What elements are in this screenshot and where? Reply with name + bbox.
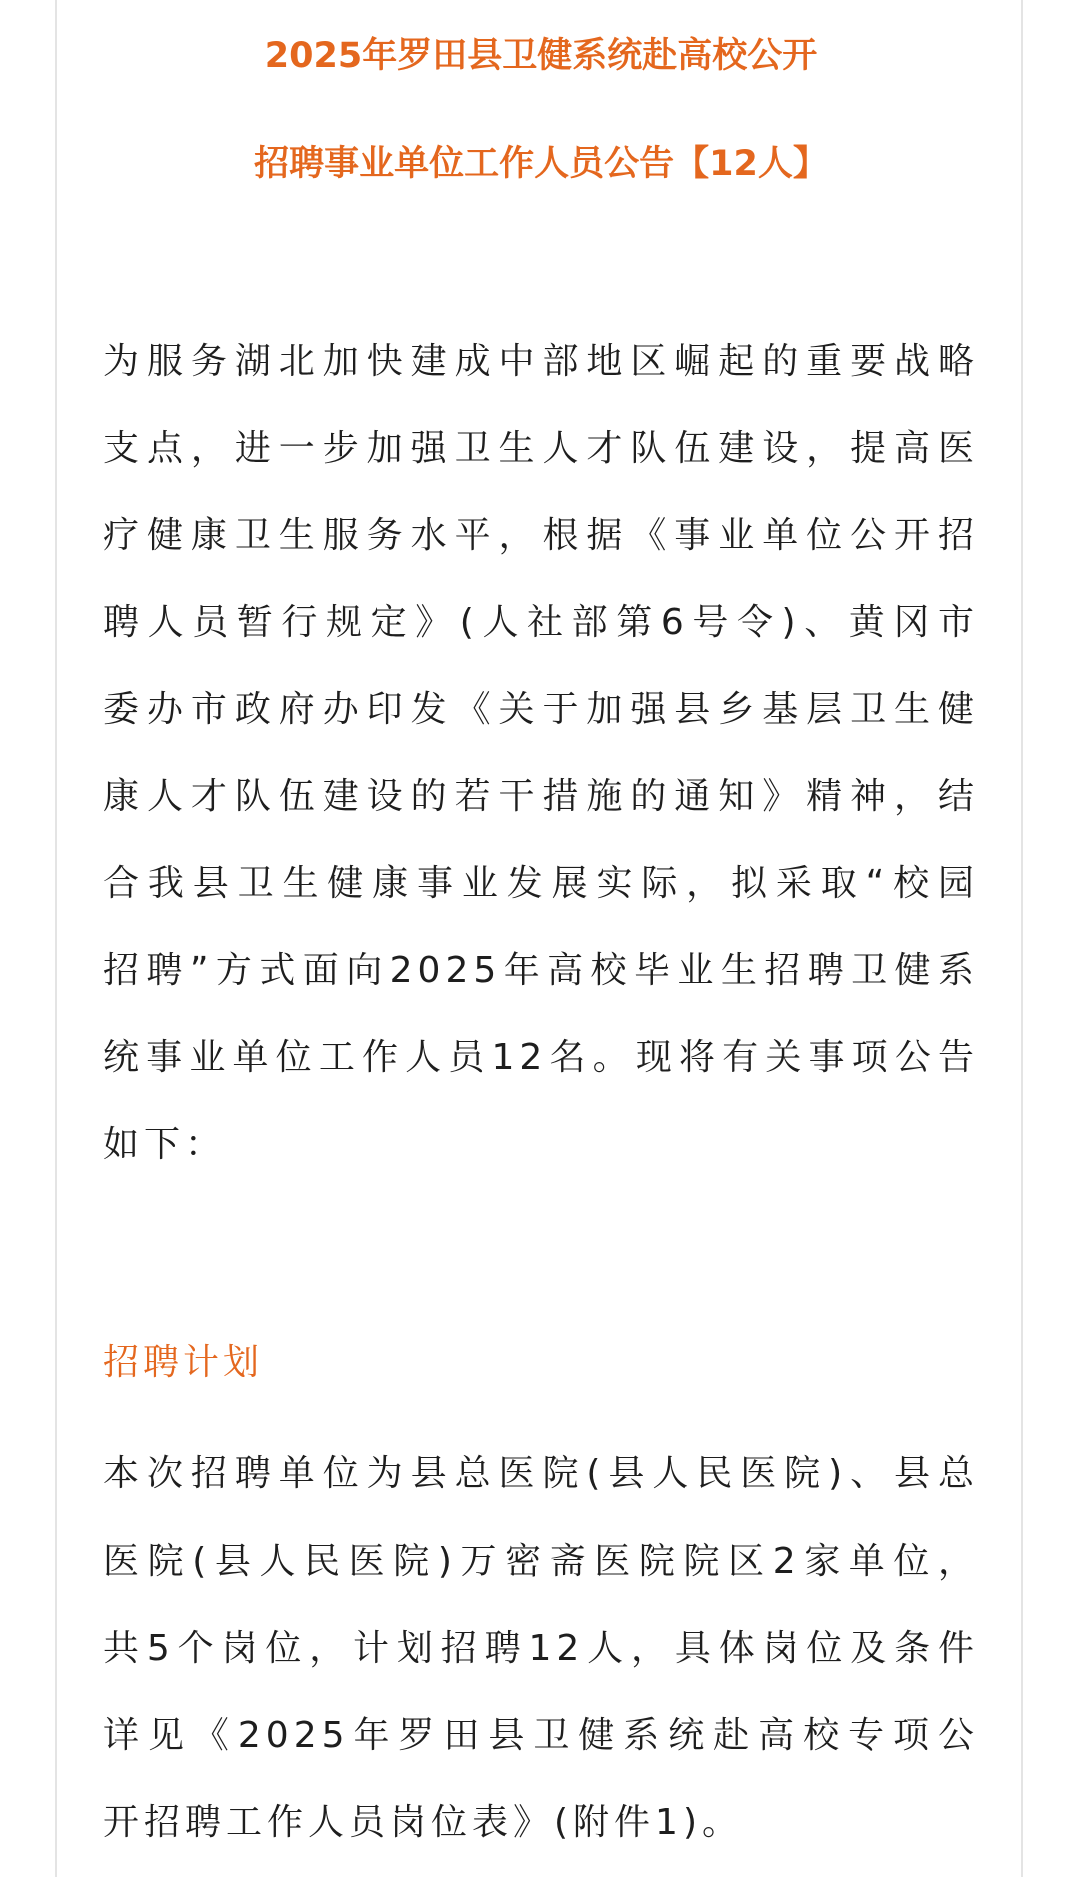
section-line: 详见《2025年罗田县卫健系统赴高校专项公 [103, 1715, 979, 1756]
intro-line: 招聘”方式面向2025年高校毕业生招聘卫健系 [103, 950, 979, 991]
intro-line: 聘人员暂行规定》(人社部第6号令)、黄冈市 [103, 602, 979, 643]
section-line: 共5个岗位，计划招聘12人，具体岗位及条件 [103, 1628, 979, 1669]
section-line: 本次招聘单位为县总医院(县人民医院)、县总 [103, 1453, 979, 1494]
intro-line: 疗健康卫生服务水平，根据《事业单位公开招 [103, 515, 979, 556]
article-title-line-2: 招聘事业单位工作人员公告【12人】 [254, 144, 828, 184]
section-line: 医院(县人民医院)万密斋医院院区2家单位， [103, 1541, 979, 1582]
section-line: 开招聘工作人员岗位表》(附件1)。 [103, 1802, 743, 1843]
content-frame [55, 0, 1023, 1877]
section-heading: 招聘计划 [103, 1342, 264, 1383]
intro-line: 为服务湖北加快建成中部地区崛起的重要战略 [103, 341, 979, 382]
intro-line: 合我县卫生健康事业发展实际，拟采取“校园 [103, 863, 979, 904]
article-title-line-1: 2025年罗田县卫健系统赴高校公开 [264, 36, 818, 76]
intro-line: 统事业单位工作人员12名。现将有关事项公告 [103, 1037, 979, 1078]
intro-line: 支点，进一步加强卫生人才队伍建设，提高医 [103, 428, 979, 469]
intro-line: 康人才队伍建设的若干措施的通知》精神，结 [103, 776, 979, 817]
intro-line: 如下： [103, 1124, 227, 1165]
intro-line: 委办市政府办印发《关于加强县乡基层卫生健 [103, 689, 979, 730]
